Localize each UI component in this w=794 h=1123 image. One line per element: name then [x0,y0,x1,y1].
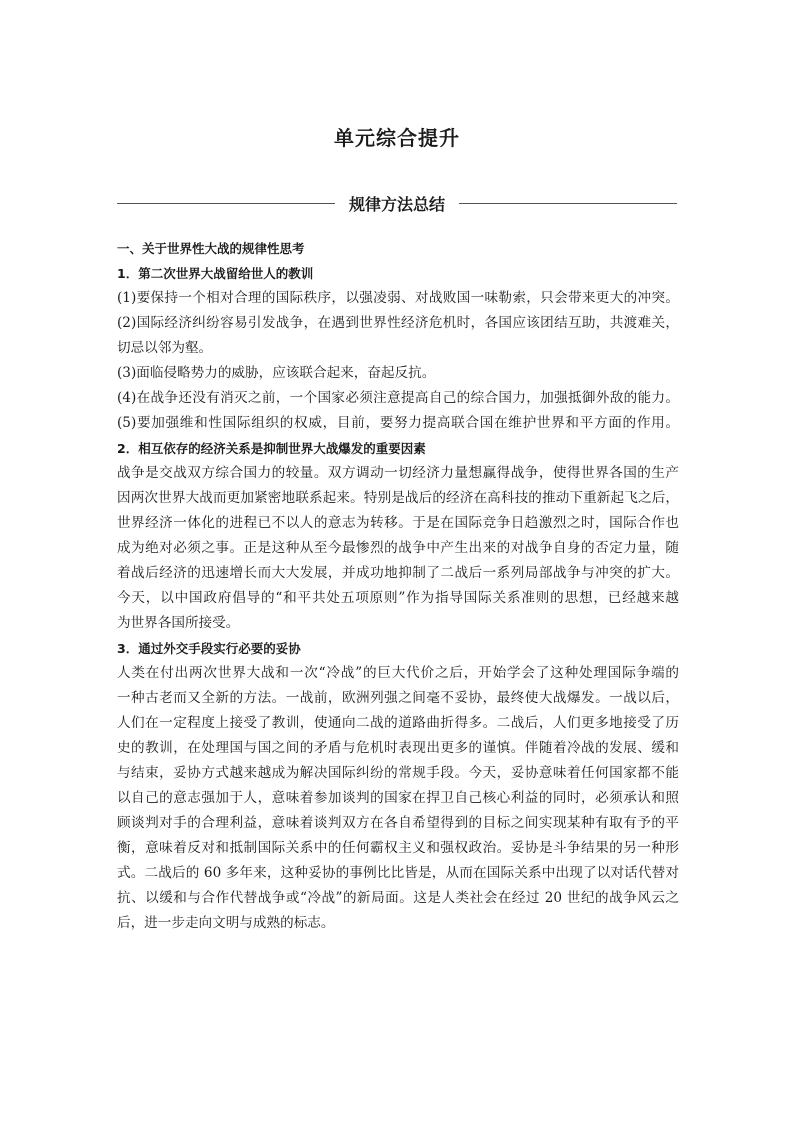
document-body [117,236,679,936]
paragraph-line: 一种古老而又全新的方法。一战前，欧洲列强之间毫不妥协，最终使大战爆发。一战以后， [117,690,679,706]
paragraph-line: 史的教训，在处理国与国之间的矛盾与危机时表现出更多的谨慎。伴随着冷战的发展、缓和 [117,740,679,756]
section-label: 规律方法总结 [349,194,446,214]
paragraph-line: 切忌以邻为壑。 [117,340,213,356]
page-title: 单元综合提升 [334,126,460,150]
paragraph-line: 着战后经济的迅速增长而大大发展，并成功地抑制了二战后一系列局部战争与冲突的扩大。 [117,565,679,581]
paragraph-line: 以自己的意志强加于人，意味着参加谈判的国家在捍卫自己核心利益的同时，必须承认和照 [117,790,679,806]
paragraph-line: 为世界各国所接受。 [117,615,240,631]
paragraph-line: (4)在战争还没有消灭之前，一个国家必须注意提高自己的综合国力，加强抵御外敌的能力。 [117,390,679,406]
divider-right [459,203,677,204]
paragraph-line: 顾谈判对手的合理利益，意味着谈判双方在各自希望得到的目标之间实现某种有取有予的平 [117,815,679,831]
section-heading-line: 1．第二次世界大战留给世人的教训 [117,266,314,281]
paragraph-line: 因两次世界大战而更加紧密地联系起来。特别是战后的经济在高科技的推动下重新起飞之后， [117,490,679,506]
section-heading-line: 3．通过外交手段实行必要的妥协 [117,641,301,656]
paragraph-line: 衡，意味着反对和抵制国际关系中的任何霸权主义和强权政治。妥协是斗争结果的另一种形 [117,840,679,856]
paragraph-line: 后，进一步走向文明与成熟的标志。 [117,915,335,931]
divider-left [117,203,335,204]
section-heading-line: 一、关于世界性大战的规律性思考 [117,241,305,256]
paragraph-line: 今天，以中国政府倡导的“和平共处五项原则”作为指导国际关系准则的思想，已经越来越 [117,590,679,606]
paragraph-line: 世界经济一体化的进程已不以人的意志为转移。于是在国际竞争日趋激烈之时，国际合作也 [117,515,679,531]
section-heading-line: 2．相互依存的经济关系是抑制世界大战爆发的重要因素 [117,441,426,456]
section-header [117,190,677,216]
paragraph-line: (5)要加强维和性国际组织的权威，目前，要努力提高联合国在维护世界和平方面的作用。 [117,415,679,431]
paragraph-line: 成为绝对必须之事。正是这种从至今最惨烈的战争中产生出来的对战争自身的否定力量，随 [117,540,679,556]
paragraph-line: (1)要保持一个相对合理的国际秩序，以强凌弱、对战败国一味勒索，只会带来更大的冲突。 [117,290,679,306]
paragraph-line: 抗、以缓和与合作代替战争或“冷战”的新局面。这是人类社会在经过 20 世纪的战争风云之 [117,890,679,906]
paragraph-line: 人们在一定程度上接受了教训，使通向二战的道路曲折得多。二战后，人们更多地接受了历 [117,715,679,731]
paragraph-line: 与结束，妥协方式越来越成为解决国际纠纷的常规手段。今天，妥协意味着任何国家都不能 [117,765,679,781]
paragraph-line: (2)国际经济纠纷容易引发战争，在遇到世界性经济危机时，各国应该团结互助，共渡难关， [117,315,679,331]
paragraph-line: 人类在付出两次世界大战和一次“冷战”的巨大代价之后，开始学会了这种处理国际争端的 [117,665,679,681]
paragraph-line: 战争是交战双方综合国力的较量。双方调动一切经济力量想赢得战争，使得世界各国的生产 [117,465,679,481]
paragraph-line: (3)面临侵略势力的威胁，应该联合起来，奋起反抗。 [117,365,436,381]
paragraph-line: 式。二战后的 60 多年来，这种妥协的事例比比皆是，从而在国际关系中出现了以对话代替对 [117,865,679,881]
